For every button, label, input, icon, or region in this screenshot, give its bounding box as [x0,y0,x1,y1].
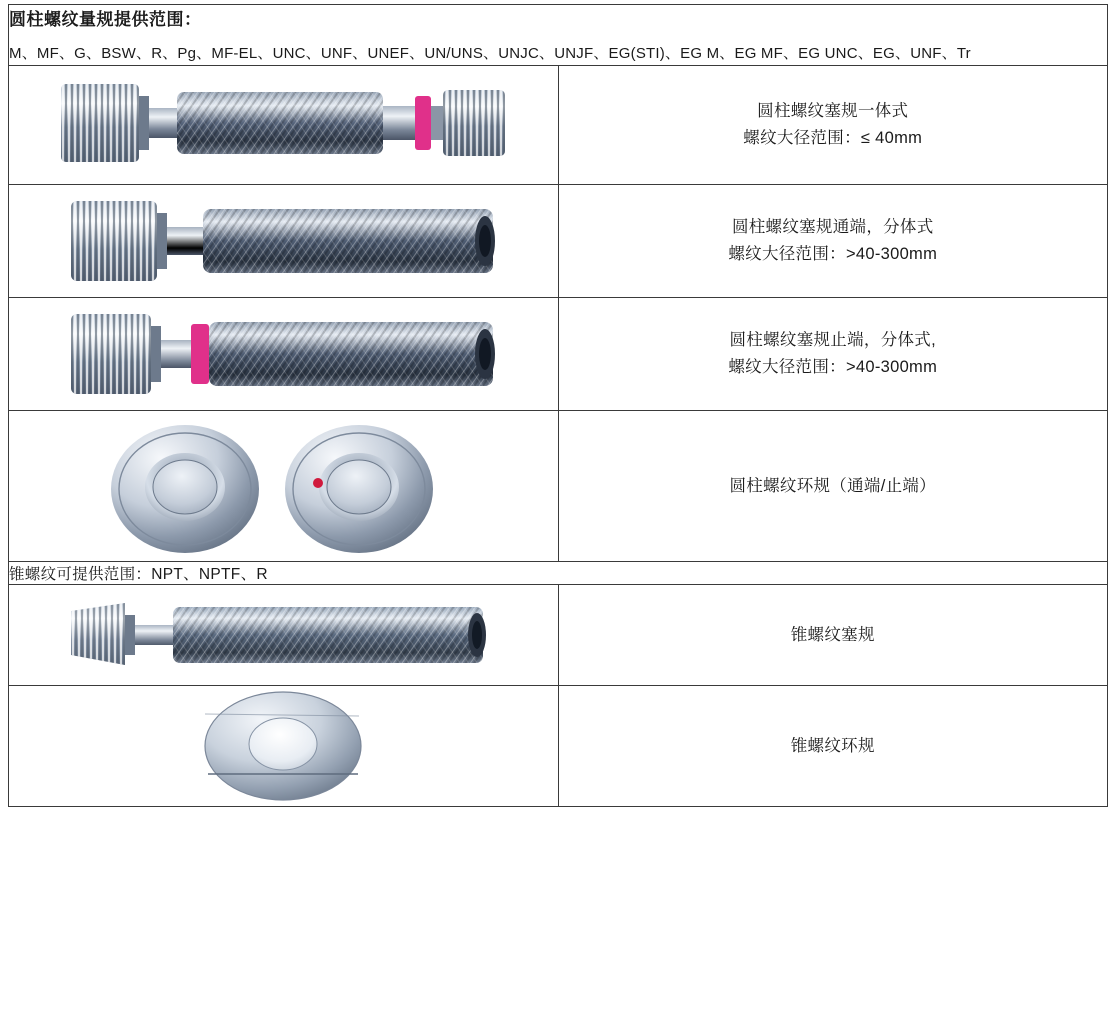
section-row [9,562,1108,585]
description-cell [558,585,1108,686]
gauge-specification-table [8,4,1108,807]
ring-gauge-nogo [285,425,433,553]
taper-thread-section-label: 锥螺纹可提供范围：NPT、NPTF、R [9,562,1108,585]
image-cell [9,411,559,562]
image-cell [9,585,559,686]
thread-plug-gauge-nogo-end-image [53,298,513,410]
description-cell [558,66,1108,185]
table-row [9,411,1108,562]
description-line: 螺纹大径范围：>40-300mm [728,358,938,377]
description-line: 螺纹大径范围：≤ 40mm [743,129,923,148]
table-header-row [9,5,1108,66]
description-line: 圆柱螺纹塞规一体式 [757,102,909,121]
description-line: 圆柱螺纹塞规通端，分体式 [731,218,934,237]
thread-plug-gauge-one-piece-image [53,66,513,184]
table-row [9,298,1108,411]
taper-thread-plug-gauge-image [63,585,503,685]
image-cell [9,686,559,807]
thread-ring-gauge-image [103,411,463,561]
image-cell [9,66,559,185]
header-cell [9,5,1108,66]
header-range-text: M、MF、G、BSW、R、Pg、MF-EL、UNC、UNF、UNEF、UN/UNS、UNJC、UNJF、EG(STI)、EG M、EG MF、EG UNC、EG、UNF、Tr [9,45,971,62]
table-row [9,686,1108,807]
description-cell [558,686,1108,807]
header-title: 圆柱螺纹量规提供范围： [9,10,202,29]
description-line: 锥螺纹塞规 [790,625,875,644]
description-cell [558,185,1108,298]
table-row [9,585,1108,686]
description-line: 锥螺纹环规 [790,736,875,755]
ring-gauge-go [111,425,259,553]
description-line: 圆柱螺纹环规（通端/止端） [729,476,936,495]
description-cell [558,298,1108,411]
taper-thread-ring-gauge-image [183,686,383,806]
description-line: 螺纹大径范围：>40-300mm [728,245,938,264]
image-cell [9,298,559,411]
image-cell [9,185,559,298]
thread-plug-gauge-go-end-image [53,185,513,297]
description-line: 圆柱螺纹塞规止端，分体式, [729,331,936,350]
table-row [9,185,1108,298]
table-row [9,66,1108,185]
description-cell [558,411,1108,562]
